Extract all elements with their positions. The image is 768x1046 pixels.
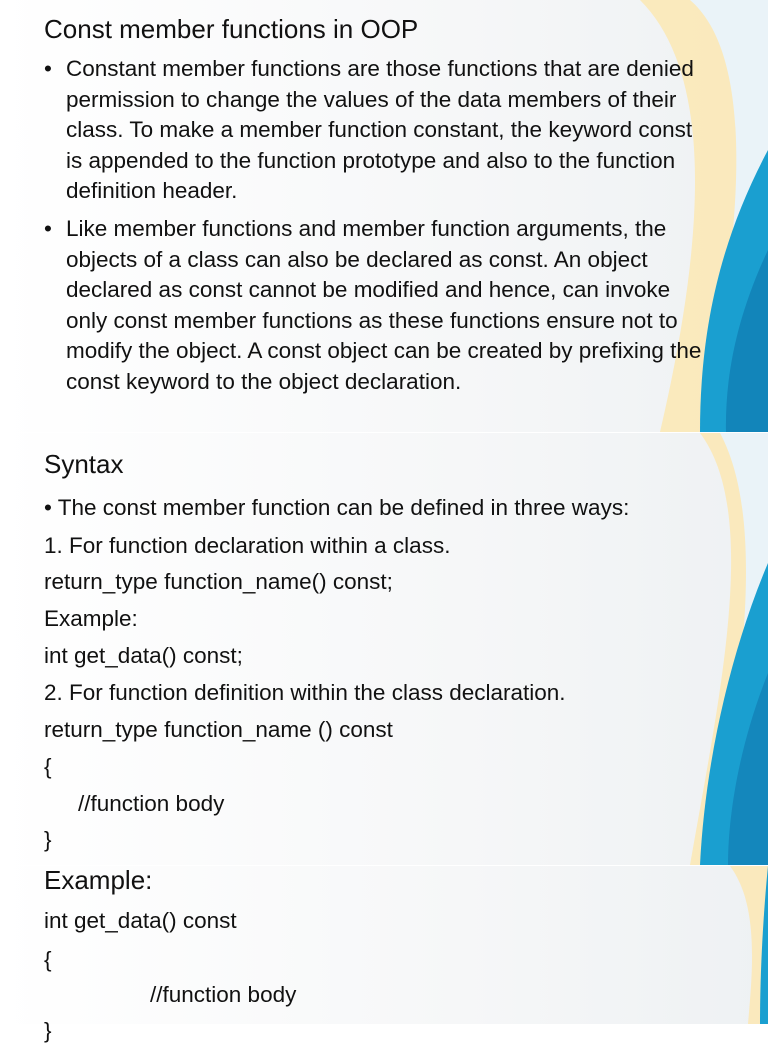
text-line: Example: bbox=[44, 606, 138, 631]
bullet-text: The const member function can be defined in three ways: bbox=[57, 495, 630, 520]
slide-title: Const member functions in OOP bbox=[44, 14, 419, 44]
code-line: int get_data() const bbox=[44, 908, 237, 933]
text-line: 2. For function definition within the class declaration. bbox=[44, 680, 566, 705]
code-line: } bbox=[44, 827, 52, 852]
text-line: 1. For function declaration within a class. bbox=[44, 533, 451, 558]
code-line: int get_data() const; bbox=[44, 643, 243, 668]
slide-title: Syntax bbox=[44, 449, 124, 479]
bullet-list bbox=[44, 54, 714, 405]
code-comment: //function body bbox=[78, 791, 225, 816]
slide-3 bbox=[0, 865, 768, 1043]
code-line: return_type function_name() const; bbox=[44, 569, 393, 594]
slide-2 bbox=[0, 433, 768, 865]
bullet-marker: • bbox=[44, 215, 52, 241]
bullet-item bbox=[44, 54, 714, 207]
code-comment: //function body bbox=[150, 982, 297, 1007]
code-line: { bbox=[44, 754, 52, 779]
bullet-item bbox=[44, 214, 714, 398]
code-line: } bbox=[44, 1018, 52, 1043]
code-line: return_type function_name () const bbox=[44, 717, 393, 742]
slide-title: Example: bbox=[44, 865, 153, 895]
bullet-text: Like member functions and member function arguments, the objects of a class can also be declared as const. An object declared as const cannot be modified and hence, can invoke only const member functions as these functions ensure not to modify the object. A const object can be created by prefixing the const keyword to the object declaration. bbox=[66, 215, 702, 394]
syntax-bullet bbox=[44, 493, 629, 523]
slide-1 bbox=[0, 0, 768, 432]
bullet-text: Constant member functions are those functions that are denied permission to change the values of the data members of their class. To make a member function constant, the keyword const is appended to the function prototype and also to the function definition header. bbox=[66, 56, 694, 204]
bullet-marker: • bbox=[44, 56, 52, 81]
code-line: { bbox=[44, 947, 52, 972]
bullet-marker: • bbox=[44, 495, 52, 520]
